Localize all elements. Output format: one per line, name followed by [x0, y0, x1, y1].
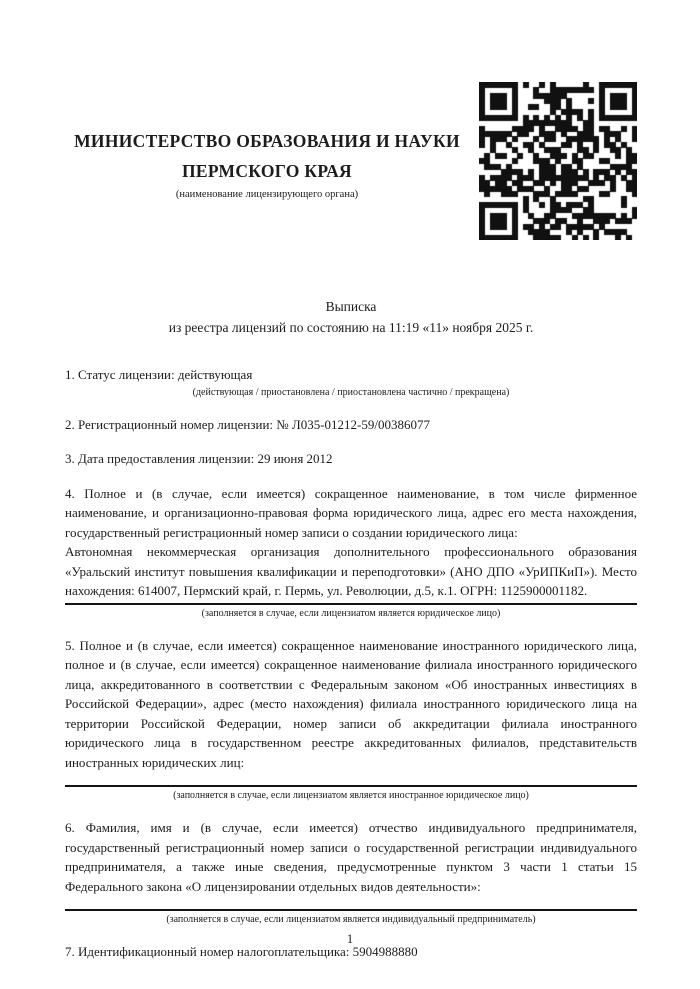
ministry-name-line1: МИНИСТЕРСТВО ОБРАЗОВАНИЯ И НАУКИ — [74, 131, 460, 151]
title-line1: Выписка — [325, 299, 377, 314]
document-header — [65, 82, 637, 240]
foreign-entity-caption: (заполняется в случае, если лицензиатом является иностранное юридическое лицо) — [173, 790, 529, 801]
license-status-caption: (действующая / приостановлена / приостановлена частично / прекращена) — [192, 386, 510, 398]
legal-entity-value: Автономная некоммерческая организация дополнительного профессионального образования «Уральский институт повышения квалификации и переподготовки» (АНО ДПО «УрИПКиП»). Место нахождения: 614007, Пермский край, г. Пермь, ул. Революции, д.5, к.1. ОГРН: 1125900001182. — [65, 544, 637, 598]
grant-date-text: 3. Дата предоставления лицензии: 29 июня 2012 — [65, 451, 333, 466]
document-title — [65, 296, 637, 338]
clause-foreign-entity — [65, 636, 637, 804]
clause-grant-date — [65, 449, 637, 469]
foreign-entity-label: 5. Полное и (в случае, если имеется) сокращенное наименование иностранного юридического лица, полное и (в случае, если имеется) сокращенное наименование филиала иностранного юридического лица, аккредитованного в соответствии с Федеральным законом «Об иностранных инвестициях в Российской Федерации», адрес (место нахождения) филиала иностранного юридического лица на территории Российской Федерации, номер записи об аккредитации филиала иностранного юридического лица в государственном реестре аккредитованных филиалов, представительств иностранных юридических лиц: — [65, 637, 637, 770]
individual-entrepreneur-fill-line — [65, 909, 637, 911]
clause-individual-entrepreneur — [65, 818, 637, 927]
legal-entity-label: 4. Полное и (в случае, если имеется) сокращенное наименование, в том числе фирменное наименование, и организационно-правовая форма юридического лица, адрес его места нахождения, государственный регистрационный номер записи о создании юридического лица: — [65, 485, 637, 540]
ministry-name-line2: ПЕРМСКОГО КРАЯ — [182, 161, 352, 181]
individual-entrepreneur-label: 6. Фамилия, имя и (в случае, если имеется) отчество индивидуального предпринимателя, государственный регистрационный номер записи о государственной регистрации индивидуального предпринимателя, а также иные сведения, предусмотренные пунктом 3 части 1 статьи 15 Федерального закона «О лицензировании отдельных видов деятельности»: — [65, 820, 637, 894]
ministry-name — [65, 126, 469, 186]
clauses — [65, 365, 637, 962]
taxpayer-id-text: 7. Идентификационный номер налогоплательщика: 5904988880 — [65, 944, 418, 959]
license-status-text: 1. Статус лицензии: действующая — [65, 367, 253, 382]
legal-entity-caption: (заполняется в случае, если лицензиатом является юридическое лицо) — [201, 607, 501, 619]
ministry-caption: (наименование лицензирующего органа) — [175, 189, 359, 200]
legal-entity-fill-line — [65, 603, 637, 605]
foreign-entity-fill-line — [65, 785, 637, 787]
registration-number-text: 2. Регистрационный номер лицензии: № Л035-01212-59/00386077 — [65, 416, 431, 432]
licensing-authority-block — [65, 82, 479, 240]
individual-entrepreneur-caption: (заполняется в случае, если лицензиатом является индивидуальный предприниматель) — [166, 914, 536, 925]
foreign-entity-blank — [65, 772, 637, 783]
page-number: 1 — [346, 932, 354, 946]
title-line2: из реестра лицензий по состоянию на 11:19 «11» ноября 2025 г. — [168, 320, 534, 335]
clause-legal-entity — [65, 484, 637, 621]
individual-entrepreneur-blank — [65, 896, 637, 907]
qr-code — [479, 82, 637, 240]
clause-license-status — [65, 365, 637, 400]
clause-registration-number — [65, 415, 637, 435]
